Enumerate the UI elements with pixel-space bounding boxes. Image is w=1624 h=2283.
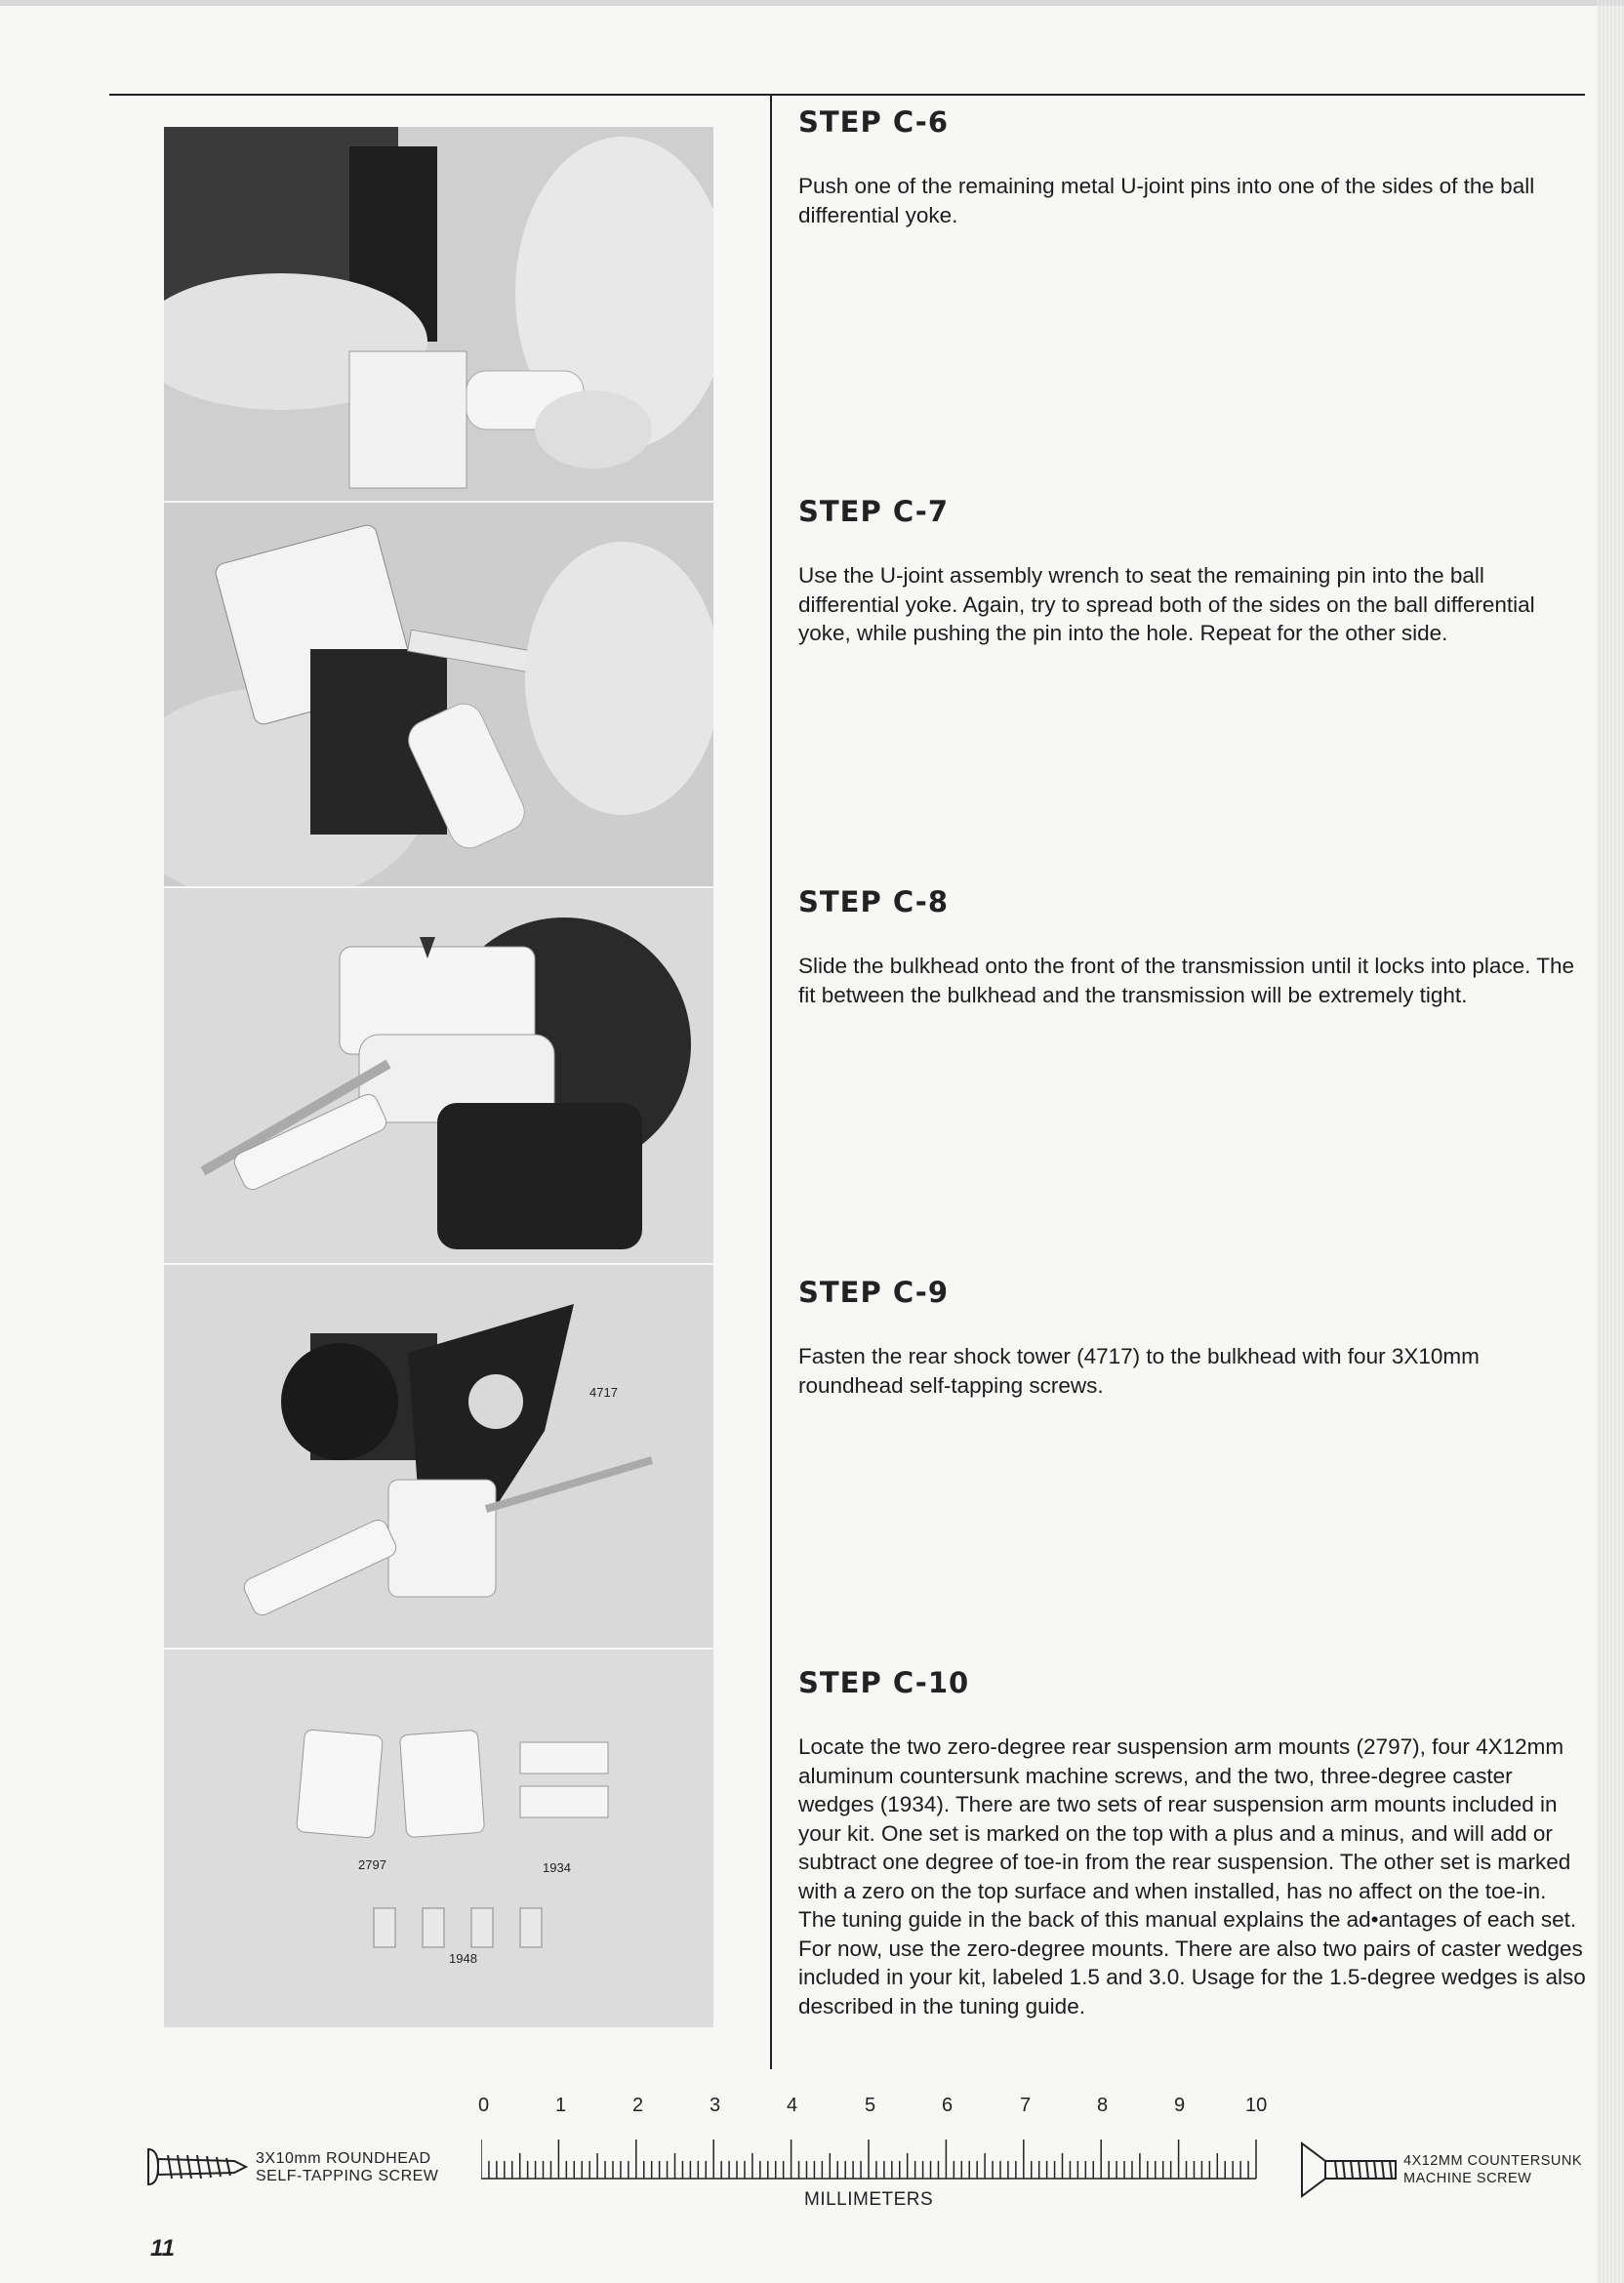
step-c8-text: Slide the bulkhead onto the front of the transmission until it locks into place. The fit between the bulkhead and the transmission will be extremely tight. xyxy=(798,954,1575,1007)
step-c7-text: Use the U-joint assembly wrench to seat the remaining pin into the ball differential yoke. Again, try to spread both of the sides on the ball differential yoke, while pushing the pin into the hole. Repeat for the other side. xyxy=(798,563,1535,645)
step-c10-title: STEP C-10 xyxy=(798,1666,970,1699)
column-divider xyxy=(770,96,772,2069)
right-screw-label xyxy=(1403,2152,1582,2187)
ruler-num-2: 2 xyxy=(632,2095,644,2116)
step-c6 xyxy=(798,105,1589,229)
step-c9-text: Fasten the rear shock tower (4717) to the bulkhead with four 3X10mm roundhead self-tapping screws. xyxy=(798,1344,1480,1398)
ruler-num-5: 5 xyxy=(865,2095,876,2116)
header-rule xyxy=(109,94,1585,96)
left-screw-label xyxy=(256,2150,438,2185)
page-top-edge xyxy=(0,0,1624,6)
ruler-num-10: 10 xyxy=(1245,2095,1268,2116)
left-screw-label-line1: 3X10mm ROUNDHEAD xyxy=(256,2150,431,2167)
step-c9 xyxy=(798,1276,1589,1400)
photo-step-c10 xyxy=(164,1650,713,2027)
step-c6-title: STEP C-6 xyxy=(798,105,949,139)
ruler-unit-label: MILLIMETERS xyxy=(804,2189,934,2210)
photo-step-c8 xyxy=(164,888,713,1263)
ruler-num-6: 6 xyxy=(942,2095,954,2116)
step-c8 xyxy=(798,885,1589,1009)
step-c7-title: STEP C-7 xyxy=(798,495,949,528)
roundhead-screw-icon xyxy=(144,2145,252,2193)
ruler-num-1: 1 xyxy=(555,2095,567,2116)
step-c7 xyxy=(798,495,1589,648)
ruler-num-3: 3 xyxy=(710,2095,721,2116)
page-number: 11 xyxy=(150,2235,175,2262)
ruler-num-4: 4 xyxy=(787,2095,798,2116)
part-label-1948: 1948 xyxy=(449,1951,477,1966)
ruler-num-7: 7 xyxy=(1020,2095,1032,2116)
step-c10 xyxy=(798,1666,1589,2020)
ruler-num-9: 9 xyxy=(1174,2095,1186,2116)
step-c6-text: Push one of the remaining metal U-joint pins into one of the sides of the ball differential yoke. xyxy=(798,174,1535,227)
step-c10-text: Locate the two zero-degree rear suspension arm mounts (2797), four 4X12mm aluminum countersunk machine screws, and the two, three-degree caster wedges (1934). There are two sets of rear suspension arm mounts included in your kit. One set is marked on the top with a plus and a minus, and will add or subtract one degree of toe-in from the rear suspension. The other set is marked with a zero on the top surface and when installed, has no affect on the toe-in. The tuning guide in the back of this manual explains the ad•antages of each set. For now, use the zero-degree mounts. There are also two pairs of caster wedges included in your kit, labeled 1.5 and 3.0. Usage for the 1.5-degree wedges is also described in the tuning guide. xyxy=(798,1734,1586,2018)
photo-step-c9 xyxy=(164,1265,713,1648)
part-label-4717: 4717 xyxy=(589,1385,618,1400)
ruler-num-0: 0 xyxy=(478,2095,490,2116)
page-right-edge xyxy=(1597,0,1624,2283)
ruler-ticks xyxy=(481,2140,1262,2188)
right-screw-label-line2: MACHINE SCREW xyxy=(1403,2171,1532,2186)
photo-step-c7 xyxy=(164,503,713,886)
step-c9-title: STEP C-9 xyxy=(798,1276,949,1309)
part-label-2797: 2797 xyxy=(358,1857,386,1872)
ruler-num-8: 8 xyxy=(1097,2095,1109,2116)
photo-step-c6 xyxy=(164,127,713,501)
step-c8-title: STEP C-8 xyxy=(798,885,949,918)
left-screw-label-line2: SELF-TAPPING SCREW xyxy=(256,2168,439,2184)
countersunk-screw-icon xyxy=(1298,2140,1401,2205)
part-label-1934: 1934 xyxy=(543,1860,571,1875)
right-screw-label-line1: 4X12MM COUNTERSUNK xyxy=(1403,2153,1583,2169)
